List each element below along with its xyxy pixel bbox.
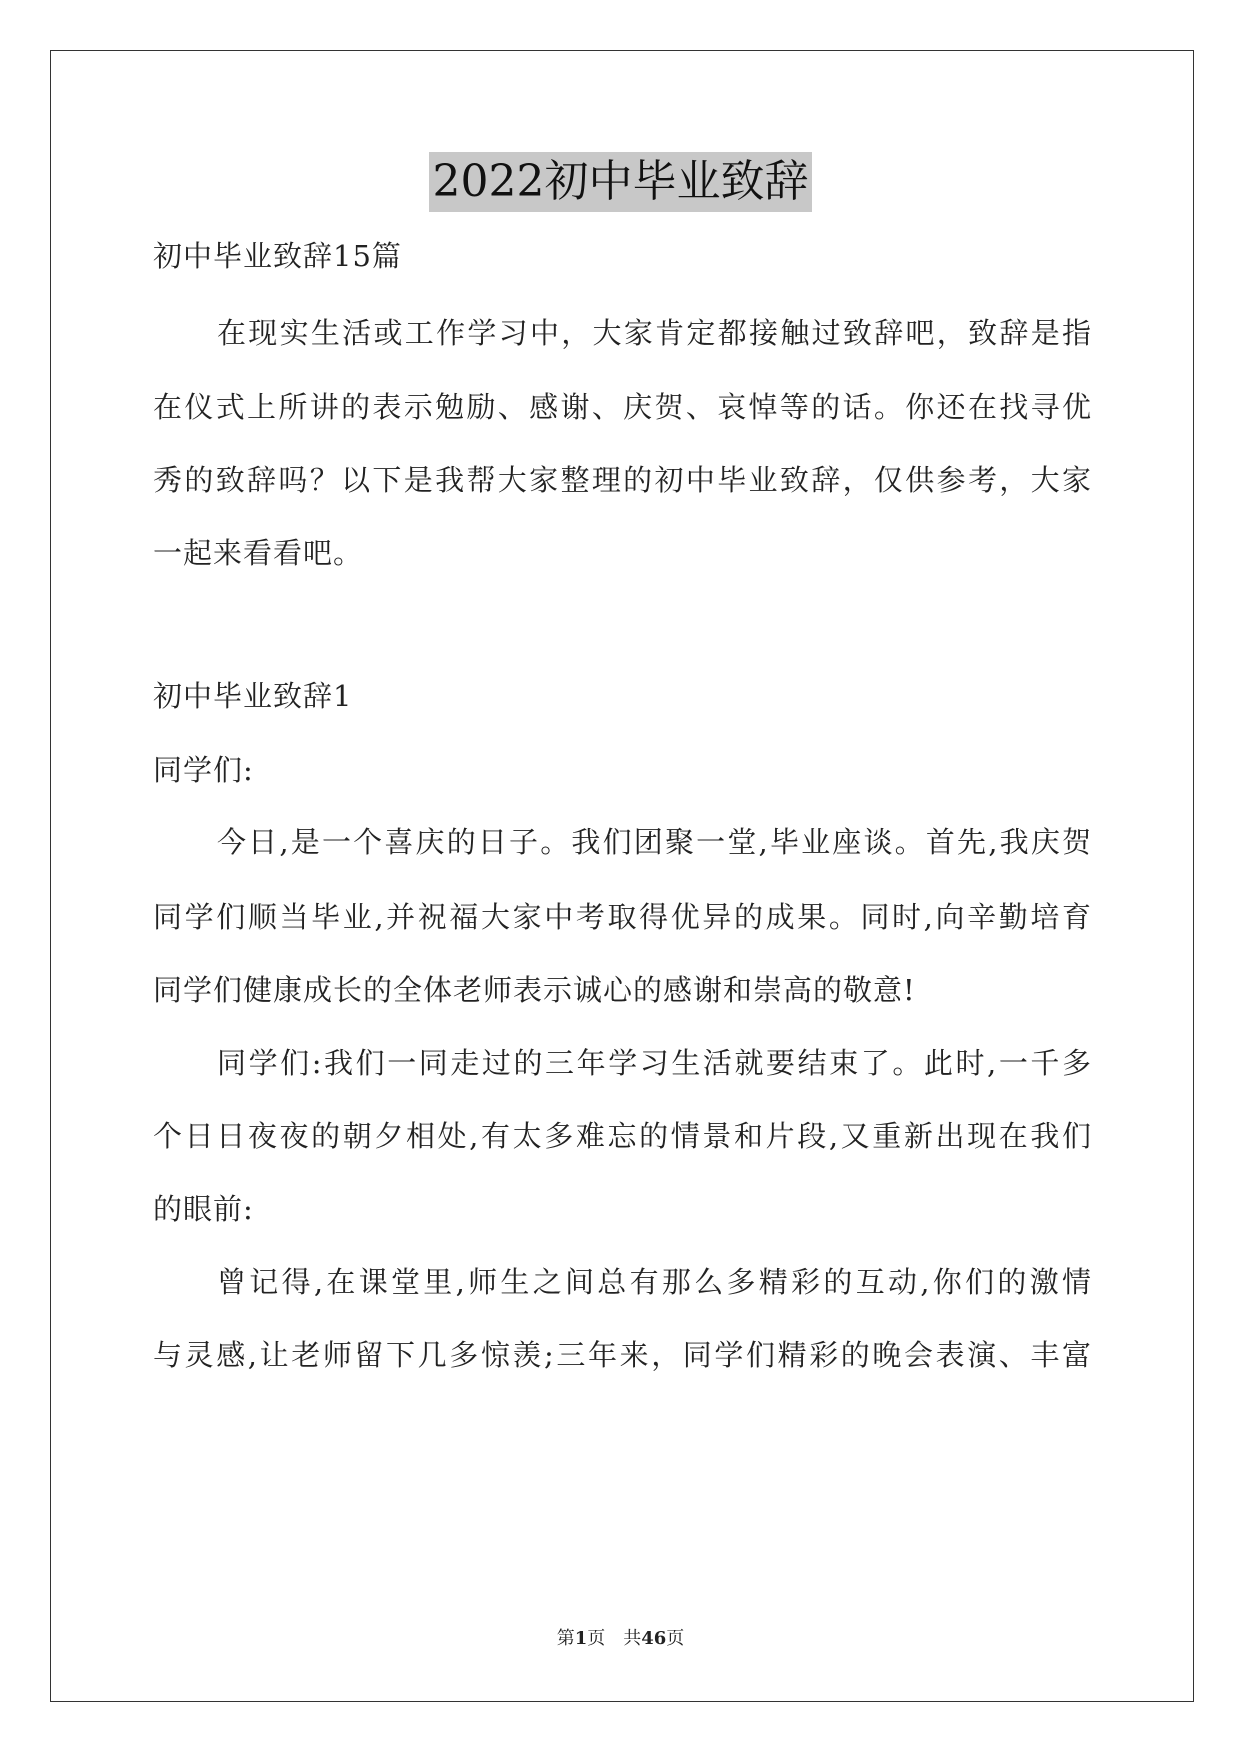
para1-line-1: 今日,是一个喜庆的日子。我们团聚一堂,毕业座谈。首先,我庆贺	[217, 825, 1091, 859]
footer-suffix: 页	[666, 1628, 685, 1649]
intro-line-4: 一起来看看吧。	[153, 536, 364, 570]
para1-line-2: 同学们顺当毕业,并祝福大家中考取得优异的成果。同时,向辛勤培育	[153, 900, 1091, 934]
footer-mid: 页 共	[587, 1628, 642, 1649]
para2-line-2: 个日日夜夜的朝夕相处,有太多难忘的情景和片段,又重新出现在我们	[153, 1119, 1091, 1153]
intro-line-2: 在仪式上所讲的表示勉励、感谢、庆贺、哀悼等的话。你还在找寻优	[153, 390, 1091, 424]
page-border	[50, 50, 1194, 1702]
footer-page-number: 1	[574, 1628, 588, 1649]
intro-line-3: 秀的致辞吗？以下是我帮大家整理的初中毕业致辞，仅供参考，大家	[153, 463, 1091, 497]
greeting: 同学们:	[153, 753, 254, 787]
subtitle: 初中毕业致辞15篇	[153, 239, 402, 273]
title-container	[0, 152, 1241, 212]
para3-line-2: 与灵感,让老师留下几多惊羡;三年来，同学们精彩的晚会表演、丰富	[153, 1338, 1091, 1372]
para3-line-1: 曾记得,在课堂里,师生之间总有那么多精彩的互动,你们的激情	[217, 1265, 1091, 1299]
document-title: 2022初中毕业致辞	[429, 152, 813, 212]
page-footer	[0, 1627, 1241, 1651]
para2-line-3: 的眼前:	[153, 1192, 254, 1226]
section-heading: 初中毕业致辞1	[153, 679, 353, 713]
para1-line-3: 同学们健康成长的全体老师表示诚心的感谢和崇高的敬意!	[153, 973, 916, 1007]
para2-line-1: 同学们:我们一同走过的三年学习生活就要结束了。此时,一千多	[217, 1046, 1091, 1080]
footer-page-total: 46	[641, 1628, 667, 1649]
footer-prefix: 第	[556, 1628, 575, 1649]
intro-line-1: 在现实生活或工作学习中，大家肯定都接触过致辞吧，致辞是指	[217, 316, 1091, 350]
